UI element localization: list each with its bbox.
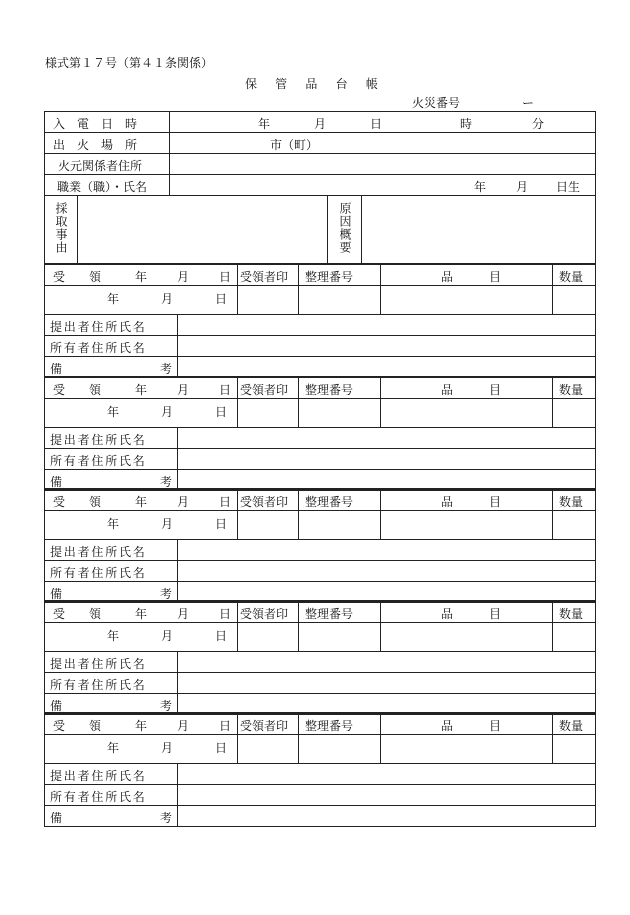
owner-row: 所有者住所氏名 bbox=[45, 449, 595, 470]
record-block bbox=[44, 263, 596, 378]
item-header: 品 目 bbox=[380, 378, 552, 398]
collection-reason-label-cell bbox=[45, 196, 77, 264]
record-data-row bbox=[45, 735, 595, 764]
item-field[interactable] bbox=[380, 735, 552, 763]
occupation-row bbox=[45, 175, 595, 196]
seal-header: 受領者印 bbox=[237, 490, 298, 510]
fire-number-label: 火災番号 bbox=[412, 96, 461, 110]
item-field[interactable] bbox=[380, 399, 552, 427]
receipt-date-field[interactable]: 年 月 日 bbox=[107, 405, 228, 419]
quantity-header: 数量 bbox=[552, 714, 595, 734]
incident-section bbox=[44, 111, 596, 265]
quantity-field[interactable] bbox=[552, 511, 595, 539]
submitter-field[interactable] bbox=[177, 652, 595, 672]
record-header-row: 受 領 年 月 日 受領者印 整理番号 品 目 数量 bbox=[45, 488, 595, 511]
fire-place-field[interactable]: 市（町） bbox=[169, 133, 595, 153]
address-row bbox=[45, 154, 595, 175]
record-header-row: 受 領 年 月 日 受領者印 整理番号 品 目 数量 bbox=[45, 376, 595, 399]
receipt-date-field[interactable]: 年 月 日 bbox=[107, 517, 228, 531]
page-title: 保 管 品 台 帳 bbox=[244, 77, 386, 91]
record-block bbox=[44, 712, 596, 827]
item-header: 品 目 bbox=[380, 490, 552, 510]
collection-reason-field[interactable] bbox=[77, 196, 327, 264]
ref-no-header: 整理番号 bbox=[298, 714, 380, 734]
remarks-field[interactable] bbox=[177, 470, 595, 490]
ref-no-field[interactable] bbox=[298, 399, 380, 427]
ref-no-field[interactable] bbox=[298, 735, 380, 763]
fire-number-dash: ー bbox=[522, 96, 535, 110]
quantity-header: 数量 bbox=[552, 265, 595, 285]
seal-header: 受領者印 bbox=[237, 602, 298, 622]
submitter-field[interactable] bbox=[177, 428, 595, 448]
submitter-row: 提出者住所氏名 bbox=[45, 540, 595, 561]
record-block bbox=[44, 488, 596, 603]
fire-place-row bbox=[45, 133, 595, 154]
owner-field[interactable] bbox=[177, 336, 595, 356]
quantity-header: 数量 bbox=[552, 378, 595, 398]
call-datetime-label: 入 電 日 時 bbox=[53, 117, 138, 131]
submitter-field[interactable] bbox=[177, 540, 595, 560]
ref-no-header: 整理番号 bbox=[298, 490, 380, 510]
quantity-header: 数量 bbox=[552, 602, 595, 622]
owner-row: 所有者住所氏名 bbox=[45, 561, 595, 582]
quantity-field[interactable] bbox=[552, 286, 595, 314]
address-field[interactable] bbox=[169, 154, 595, 174]
remarks-row: 備 考 bbox=[45, 357, 595, 378]
ref-no-field[interactable] bbox=[298, 286, 380, 314]
item-header: 品 目 bbox=[380, 602, 552, 622]
quantity-field[interactable] bbox=[552, 399, 595, 427]
submitter-field[interactable] bbox=[177, 764, 595, 784]
occupation-label: 職業（職）・氏名 bbox=[57, 180, 148, 194]
occupation-field[interactable]: 年 月 日生 bbox=[169, 175, 595, 195]
receipt-date-field[interactable]: 年 月 日 bbox=[107, 292, 228, 306]
remarks-field[interactable] bbox=[177, 357, 595, 377]
owner-row: 所有者住所氏名 bbox=[45, 673, 595, 694]
seal-field[interactable] bbox=[237, 286, 298, 314]
quantity-field[interactable] bbox=[552, 735, 595, 763]
record-header-row: 受 領 年 月 日 受領者印 整理番号 品 目 数量 bbox=[45, 712, 595, 735]
record-header-row: 受 領 年 月 日 受領者印 整理番号 品 目 数量 bbox=[45, 600, 595, 623]
record-block bbox=[44, 600, 596, 715]
cause-summary-label: 原因概要 bbox=[338, 202, 352, 254]
address-label: 火元関係者住所 bbox=[58, 159, 143, 173]
ref-no-header: 整理番号 bbox=[298, 378, 380, 398]
submitter-row: 提出者住所氏名 bbox=[45, 652, 595, 673]
remarks-row: 備 考 bbox=[45, 582, 595, 603]
collection-reason-label: 採取事由 bbox=[54, 202, 68, 254]
seal-header: 受領者印 bbox=[237, 714, 298, 734]
remarks-row: 備 考 bbox=[45, 694, 595, 715]
item-field[interactable] bbox=[380, 511, 552, 539]
reason-row bbox=[45, 196, 595, 265]
seal-field[interactable] bbox=[237, 735, 298, 763]
owner-field[interactable] bbox=[177, 449, 595, 469]
owner-row: 所有者住所氏名 bbox=[45, 785, 595, 806]
item-field[interactable] bbox=[380, 623, 552, 651]
receipt-date-field[interactable]: 年 月 日 bbox=[107, 741, 228, 755]
receipt-date-field[interactable]: 年 月 日 bbox=[107, 629, 228, 643]
cause-summary-label-cell bbox=[327, 196, 361, 264]
owner-field[interactable] bbox=[177, 561, 595, 581]
remarks-field[interactable] bbox=[177, 694, 595, 714]
ref-no-field[interactable] bbox=[298, 623, 380, 651]
ref-no-field[interactable] bbox=[298, 511, 380, 539]
call-datetime-field[interactable]: 年 月 日 時 分 bbox=[169, 112, 595, 132]
remarks-row: 備 考 bbox=[45, 806, 595, 827]
record-data-row bbox=[45, 399, 595, 428]
record-header-row: 受 領 年 月 日 受領者印 整理番号 品 目 数量 bbox=[45, 263, 595, 286]
form-number: 様式第１７号（第４１条関係） bbox=[45, 56, 214, 70]
seal-header: 受領者印 bbox=[237, 378, 298, 398]
call-datetime-row bbox=[45, 111, 595, 133]
cause-summary-field[interactable] bbox=[361, 196, 595, 264]
item-header: 品 目 bbox=[380, 714, 552, 734]
submitter-row: 提出者住所氏名 bbox=[45, 315, 595, 336]
submitter-row: 提出者住所氏名 bbox=[45, 764, 595, 785]
quantity-header: 数量 bbox=[552, 490, 595, 510]
fire-number bbox=[412, 94, 592, 111]
fire-place-label: 出 火 場 所 bbox=[53, 138, 138, 152]
seal-header: 受領者印 bbox=[237, 265, 298, 285]
owner-field[interactable] bbox=[177, 785, 595, 805]
record-data-row bbox=[45, 511, 595, 540]
record-data-row bbox=[45, 623, 595, 652]
remarks-field[interactable] bbox=[177, 582, 595, 602]
ref-no-header: 整理番号 bbox=[298, 265, 380, 285]
record-block bbox=[44, 376, 596, 491]
record-data-row bbox=[45, 286, 595, 315]
owner-field[interactable] bbox=[177, 673, 595, 693]
submitter-field[interactable] bbox=[177, 315, 595, 335]
seal-field[interactable] bbox=[237, 623, 298, 651]
item-header: 品 目 bbox=[380, 265, 552, 285]
seal-field[interactable] bbox=[237, 511, 298, 539]
ref-no-header: 整理番号 bbox=[298, 602, 380, 622]
quantity-field[interactable] bbox=[552, 623, 595, 651]
remarks-row: 備 考 bbox=[45, 470, 595, 491]
submitter-row: 提出者住所氏名 bbox=[45, 428, 595, 449]
remarks-field[interactable] bbox=[177, 806, 595, 826]
item-field[interactable] bbox=[380, 286, 552, 314]
seal-field[interactable] bbox=[237, 399, 298, 427]
owner-row: 所有者住所氏名 bbox=[45, 336, 595, 357]
